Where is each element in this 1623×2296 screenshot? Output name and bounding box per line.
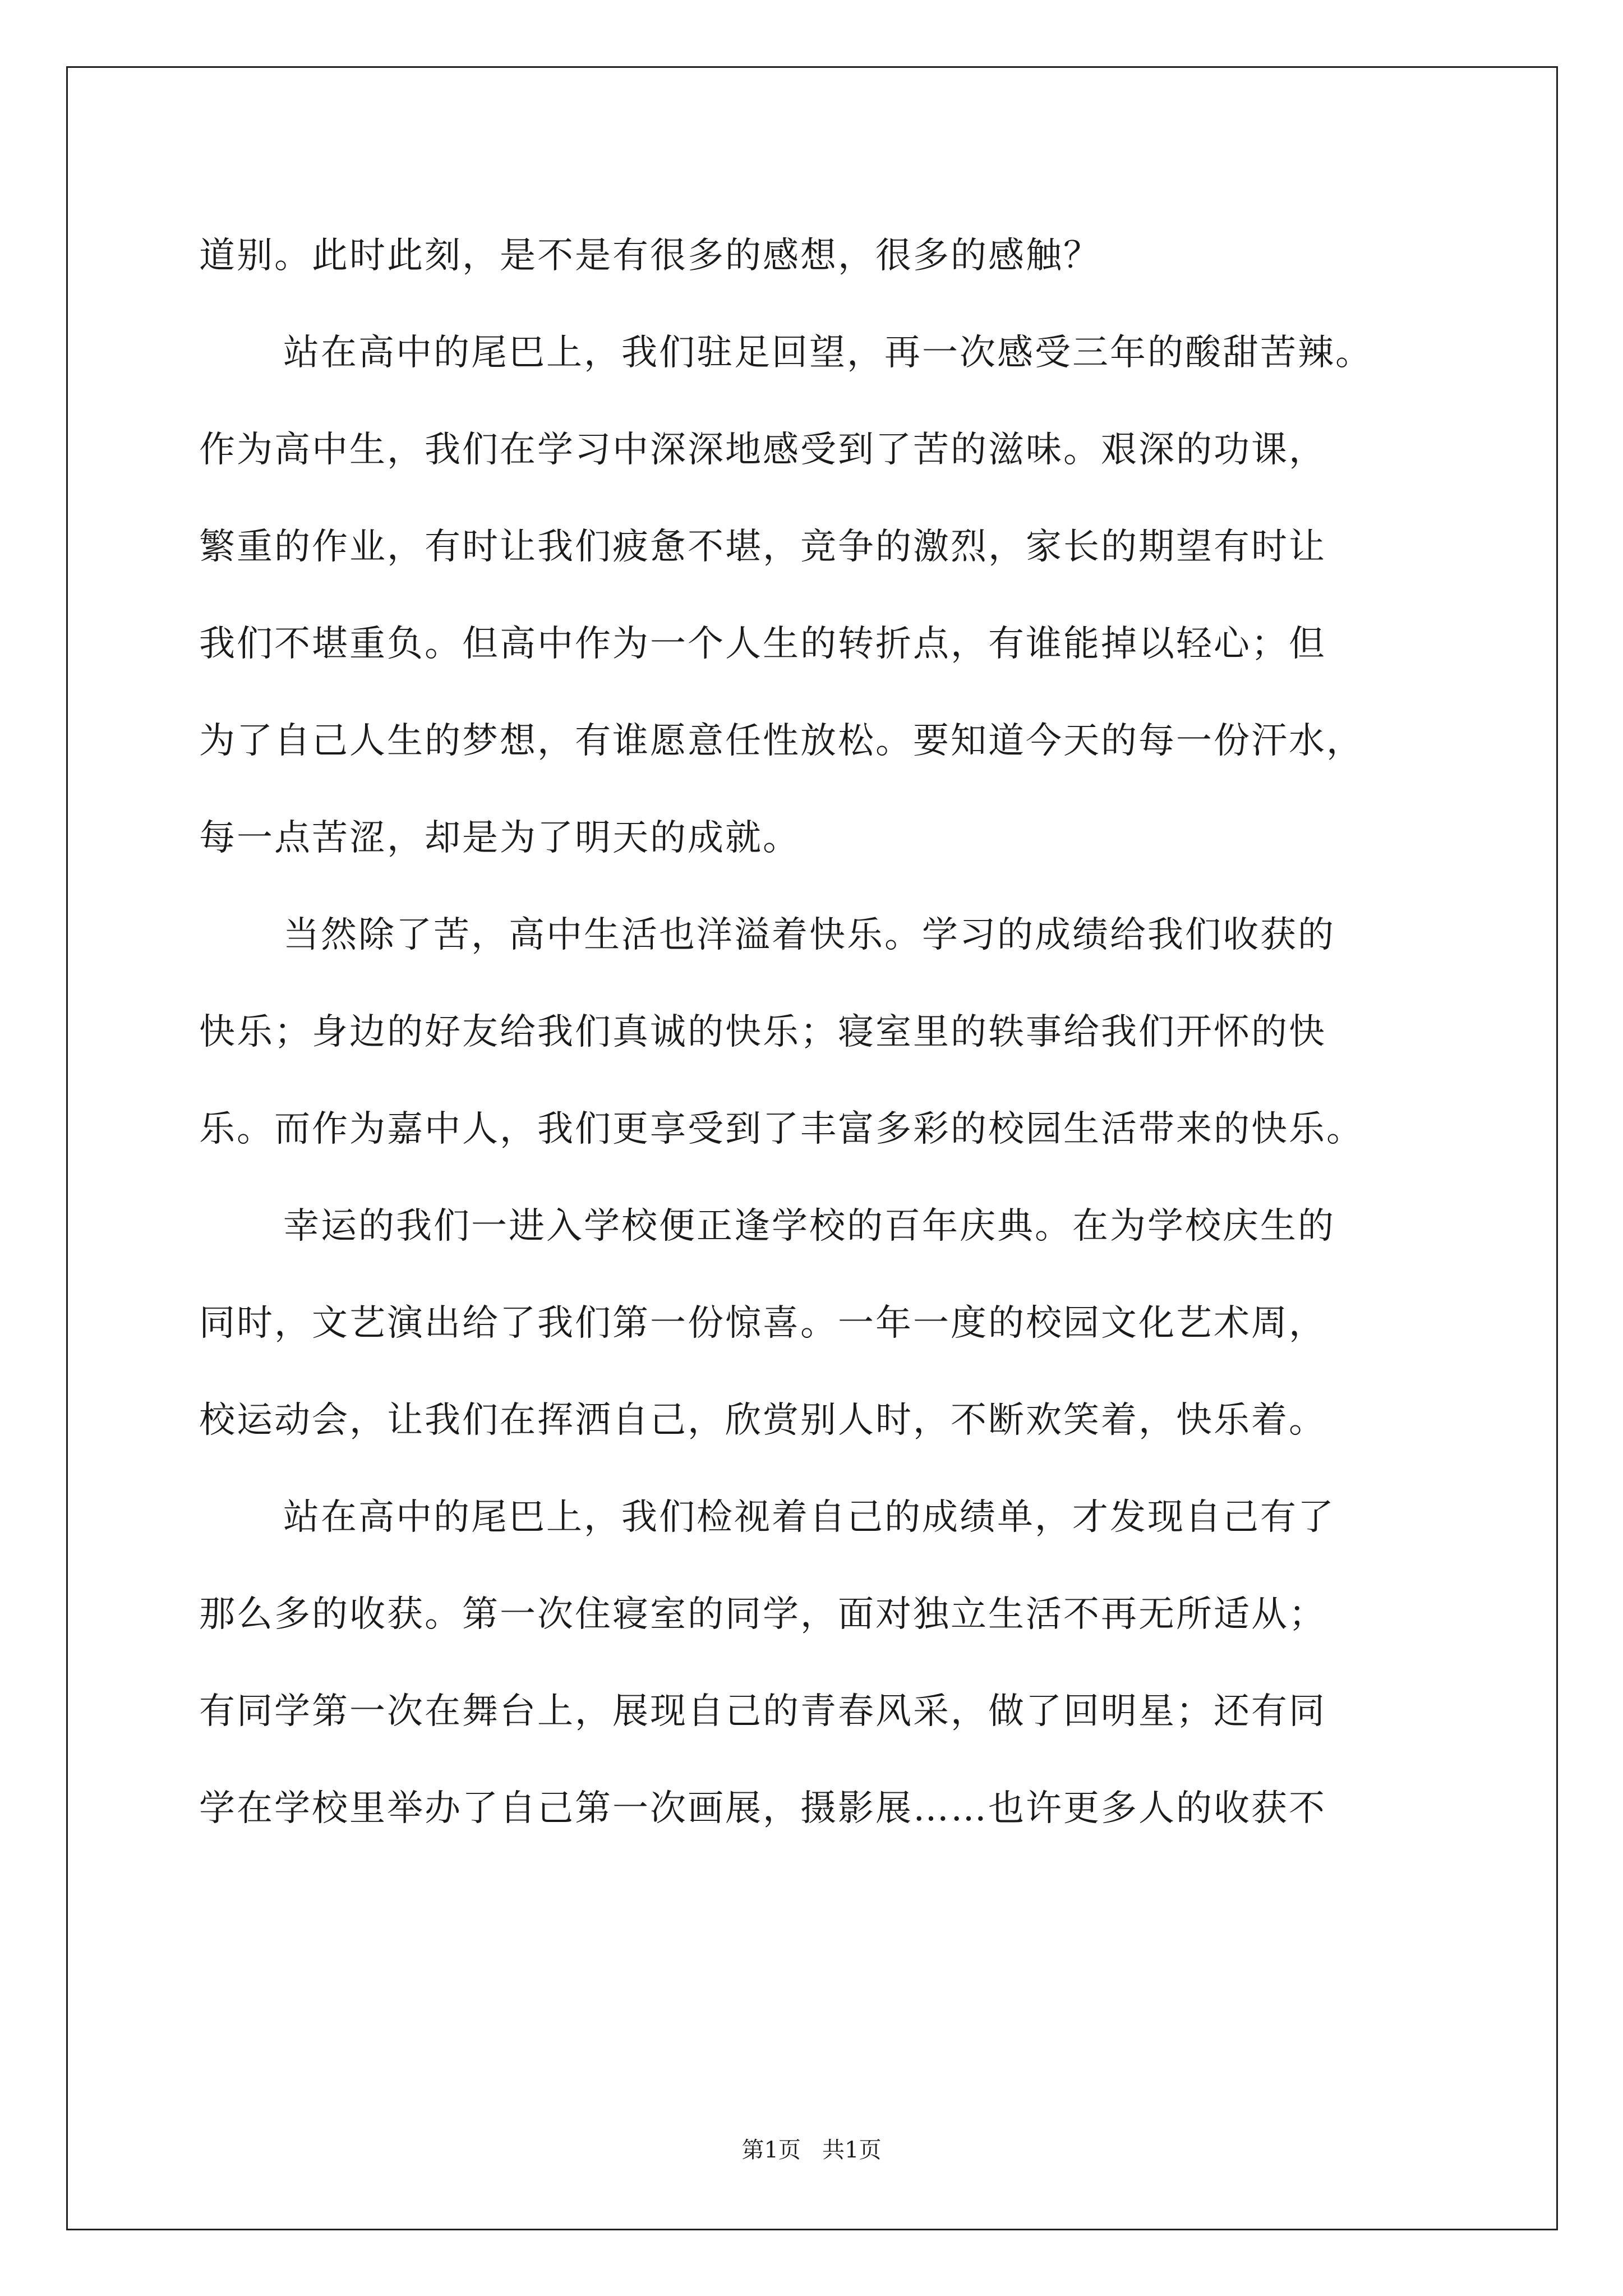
document-body xyxy=(199,208,1455,1857)
text-line: 学在学校里举办了自己第一次画展，摄影展……也许更多人的收获不 xyxy=(199,1788,1326,1829)
text-line: 快乐；身边的好友给我们真诚的快乐；寝室里的轶事给我们开怀的快 xyxy=(199,1011,1326,1053)
text-line: 当然除了苦，高中生活也洋溢着快乐。学习的成绩给我们收获的 xyxy=(283,914,1335,956)
text-line: 站在高中的尾巴上，我们检视着自己的成绩单，才发现自己有了 xyxy=(283,1497,1335,1538)
text-line: 校运动会，让我们在挥洒自己，欣赏别人时，不断欢笑着，快乐着。 xyxy=(199,1400,1326,1441)
text-line: 有同学第一次在舞台上，展现自己的青春风采，做了回明星；还有同 xyxy=(199,1691,1326,1732)
text-line: 作为高中生，我们在学习中深深地感受到了苦的滋味。艰深的功课， xyxy=(199,429,1326,471)
text-line: 那么多的收获。第一次住寝室的同学，面对独立生活不再无所适从； xyxy=(199,1594,1326,1635)
text-line: 站在高中的尾巴上，我们驻足回望，再一次感受三年的酸甜苦辣。 xyxy=(283,332,1373,374)
text-line: 繁重的作业，有时让我们疲惫不堪，竞争的激烈，家长的期望有时让 xyxy=(199,526,1326,568)
text-line: 每一点苦涩，却是为了明天的成就。 xyxy=(199,817,800,859)
text-line: 我们不堪重负。但高中作为一个人生的转折点，有谁能掉以轻心；但 xyxy=(199,623,1326,665)
text-line: 幸运的我们一进入学校便正逢学校的百年庆典。在为学校庆生的 xyxy=(283,1205,1335,1247)
text-line: 乐。而作为嘉中人，我们更享受到了丰富多彩的校园生活带来的快乐。 xyxy=(199,1108,1364,1150)
text-line: 同时，文艺演出给了我们第一份惊喜。一年一度的校园文化艺术周， xyxy=(199,1303,1326,1344)
page-number: 第1页 共1页 xyxy=(741,2137,882,2163)
text-line: 为了自己人生的梦想，有谁愿意任性放松。要知道今天的每一份汗水， xyxy=(199,720,1364,762)
text-line: 道别。此时此刻，是不是有很多的感想，很多的感触？ xyxy=(199,235,1101,277)
